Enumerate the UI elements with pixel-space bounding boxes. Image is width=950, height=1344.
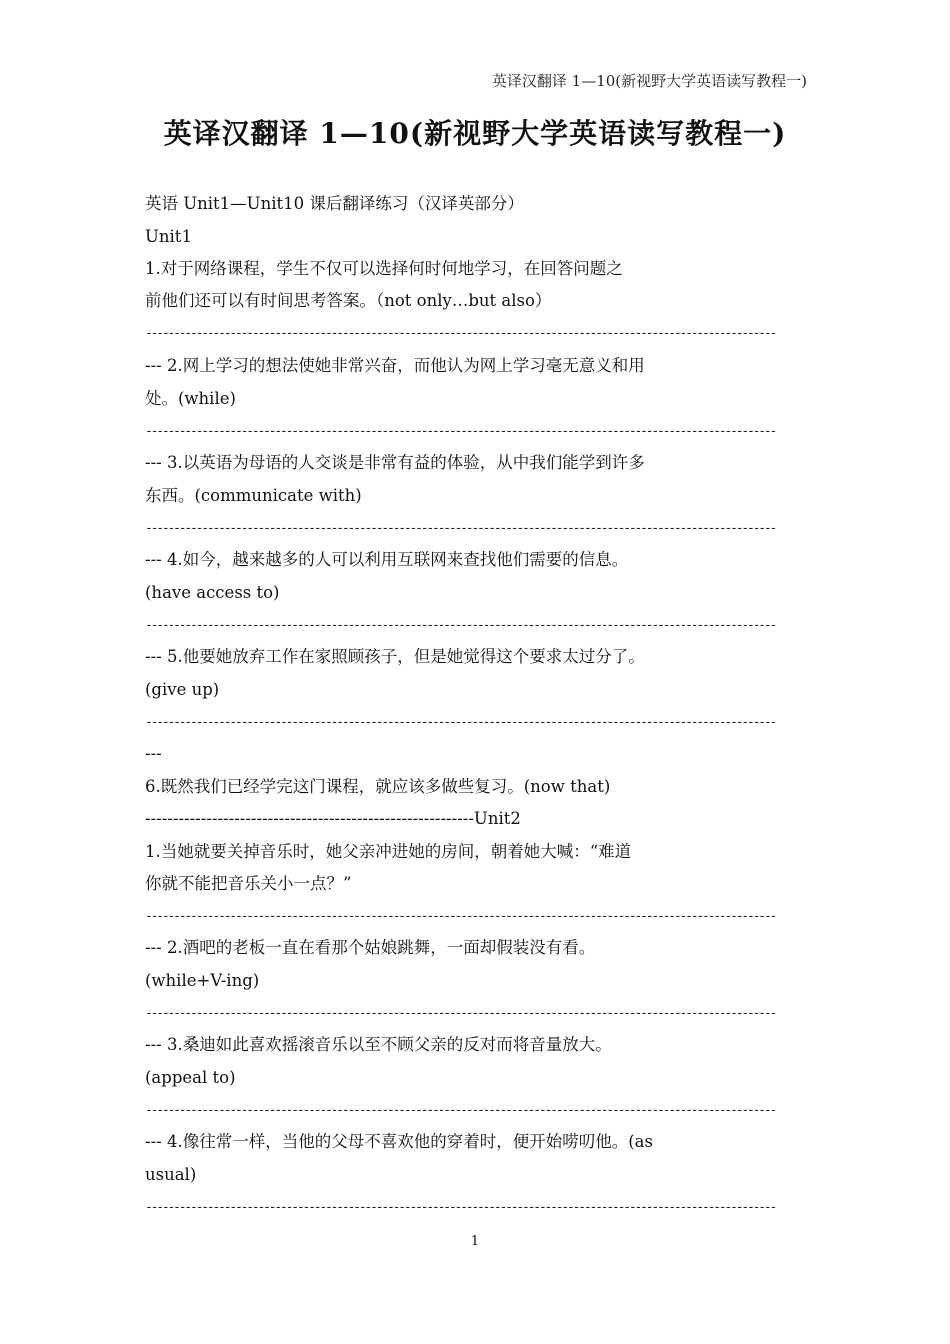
- exercise-line: 6.既然我们已经学完这门课程，就应该多做些复习。(now that): [145, 777, 611, 796]
- separator-line: ----------------------------------------------------------------------------------------------------------------: [145, 424, 776, 439]
- exercise-line: --- 3.以英语为母语的人交谈是非常有益的体验，从中我们能学到许多: [145, 453, 645, 472]
- exercise-line: --- 5.他要她放弃工作在家照顾孩子，但是她觉得这个要求太过分了。: [145, 647, 645, 666]
- unit-heading: -----------------------------------------------------------Unit2: [145, 809, 521, 828]
- exercise-line: (have access to): [145, 583, 280, 602]
- exercise-line: --- 2.酒吧的老板一直在看那个姑娘跳舞，一面却假装没有看。: [145, 938, 596, 957]
- exercise-line: --- 2.网上学习的想法使她非常兴奋，而他认为网上学习毫无意义和用: [145, 356, 645, 375]
- separator-line: ----------------------------------------------------------------------------------------------------------------: [145, 1200, 776, 1215]
- page-number: 1: [470, 1234, 480, 1249]
- document-title: 英译汉翻译 1—10(新视野大学英语读写教程一): [163, 117, 787, 150]
- exercise-line: 处。(while): [145, 389, 236, 408]
- exercise-line: (give up): [145, 680, 220, 699]
- exercise-line: (appeal to): [145, 1068, 236, 1087]
- unit-heading: Unit1: [145, 227, 192, 246]
- exercise-line: usual): [145, 1165, 197, 1184]
- separator-line: ----------------------------------------------------------------------------------------------------------------: [145, 1006, 776, 1021]
- separator-line: ----------------------------------------------------------------------------------------------------------------: [145, 1103, 776, 1118]
- exercise-line: 1.对于网络课程，学生不仅可以选择何时何地学习，在回答问题之: [145, 259, 623, 278]
- exercise-line: (while+V-ing): [145, 971, 260, 990]
- exercise-line: --- 3.桑迪如此喜欢摇滚音乐以至不顾父亲的反对而将音量放大。: [145, 1035, 612, 1054]
- exercise-line: 前他们还可以有时间思考答案。（not only…but also）: [145, 291, 552, 310]
- separator-line: ----------------------------------------------------------------------------------------------------------------: [145, 715, 776, 730]
- separator-line: ----------------------------------------------------------------------------------------------------------------: [145, 326, 776, 341]
- exercise-line: --- 4.如今，越来越多的人可以利用互联网来查找他们需要的信息。: [145, 550, 629, 569]
- intro-line: 英语 Unit1—Unit10 课后翻译练习（汉译英部分）: [145, 194, 524, 213]
- exercise-line: ---: [145, 744, 162, 763]
- separator-line: ----------------------------------------------------------------------------------------------------------------: [145, 521, 776, 536]
- separator-line: ----------------------------------------------------------------------------------------------------------------: [145, 618, 776, 633]
- exercise-line: 东西。(communicate with): [145, 486, 362, 505]
- running-header: 英译汉翻译 1—10(新视野大学英语读写教程一): [491, 72, 807, 90]
- exercise-line: --- 4.像往常一样，当他的父母不喜欢他的穿着时，便开始唠叨他。(as: [145, 1132, 653, 1151]
- exercise-line: 你就不能把音乐关小一点？”: [145, 874, 352, 893]
- separator-line: ----------------------------------------------------------------------------------------------------------------: [145, 909, 776, 924]
- exercise-line: 1.当她就要关掉音乐时，她父亲冲进她的房间，朝着她大喊：“难道: [145, 842, 632, 861]
